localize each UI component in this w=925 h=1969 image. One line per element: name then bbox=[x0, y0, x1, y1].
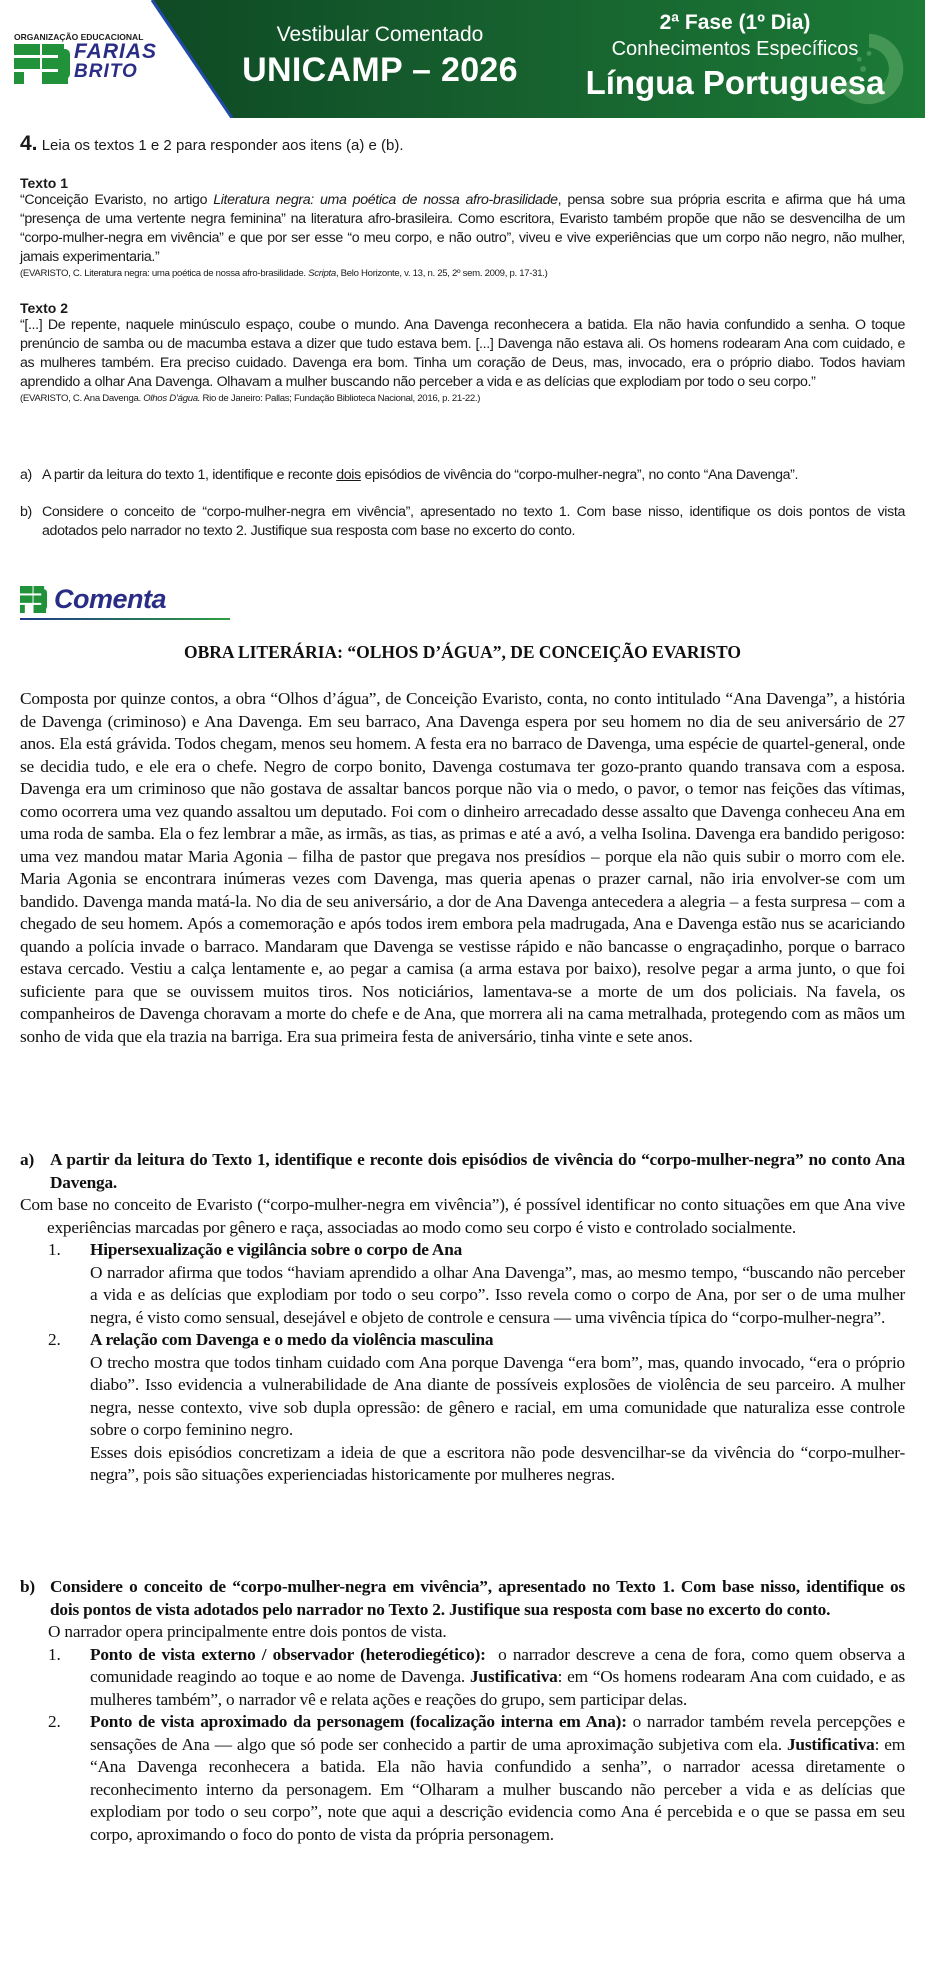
answer-b-point-1 bbox=[48, 1644, 910, 1712]
point-body bbox=[90, 1644, 910, 1712]
answer-a-label: a) bbox=[20, 1150, 34, 1169]
fb-logo-icon bbox=[14, 44, 72, 84]
answer-a-intro: Com base no conceito de Evaristo (“corpo-mulher-negra em vivência”), é possível identificar no conto situações em que Ana vive experiências marcadas por gênero e raça, associadas ao modo como seu corpo é visto e controlado socialmente. bbox=[20, 1195, 905, 1237]
header-phase: 2ª Fase (1º Dia) bbox=[659, 11, 811, 34]
logo-name-line1: FARIAS bbox=[74, 40, 158, 63]
texto-1-source-journal: Scripta bbox=[308, 268, 336, 279]
point-text: o narrador descreve a cena de fora, como quem observa a comunidade reagindo ao toque e ao nome de Davenga. bbox=[90, 1644, 910, 1686]
header-subtitle: Vestibular Comentado bbox=[276, 23, 484, 46]
answer-b-intro: O narrador opera principalmente entre dois pontos de vista. bbox=[48, 1622, 447, 1641]
point-number: 1. bbox=[48, 1644, 61, 1664]
question-item-b bbox=[20, 503, 905, 541]
texto-1 bbox=[20, 175, 905, 280]
question-instruction: Leia os textos 1 e 2 para responder aos itens (a) e (b). bbox=[41, 137, 404, 154]
answer-b-label: b) bbox=[20, 1577, 35, 1596]
texto-2-body: “[...] De repente, naquele minúsculo espaço, coube o mundo. Ana Davenga reconhecera a batida. Ela não havia confundido a senha. O toque prenúncio de samba ou de macumba estava a dizer que tudo estava bem. [...] Davenga não estava ali. Os homens rodearam Ana com cuidado, e as mulheres também. Era preciso cuidado. Davenga era bom. Tinha um coração de Deus, mas, invocado, era o próprio diabo. Todos haviam aprendido a olhar Ana Davenga. Olhavam a mulher buscando não perceber a vida e as delícias que explodiam por todo o seu corpo.” bbox=[20, 317, 905, 390]
episode-number: 2. bbox=[48, 1330, 61, 1349]
logo-org-label: ORGANIZAÇÃO EDUCACIONAL bbox=[14, 32, 144, 42]
answer-b-question-text: Considere o conceito de “corpo-mulher-negra em vivência”, apresentado no Texto 1. Com base nisso, identifique os dois pontos de vista adotados pelo narrador no Texto 2. Justifique sua resposta com base no excerto do conto. bbox=[50, 1577, 905, 1619]
item-text-emphasis: dois bbox=[336, 467, 361, 483]
texto-1-article-title: Literatura negra: uma poética de nossa afro-brasilidade bbox=[213, 192, 558, 208]
answer-a-question-text: A partir da leitura do Texto 1, identifique e reconte dois episódios de vivência do “corpo-mulher-negra” no conto Ana Davenga. bbox=[50, 1150, 905, 1192]
page-header bbox=[0, 0, 925, 118]
answer-b-question bbox=[20, 1576, 905, 1621]
texto-1-source-end: , Belo Horizonte, v. 13, n. 25, 2º sem. 2009, p. 17-31.) bbox=[335, 268, 548, 279]
episode-number: 1. bbox=[48, 1240, 61, 1259]
point-title: Ponto de vista externo / observador (heterodiegético): bbox=[90, 1644, 486, 1664]
point-title: Ponto de vista aproximado da personagem (focalização interna em Ana): bbox=[90, 1712, 627, 1731]
episode-body bbox=[90, 1239, 905, 1329]
logo-name-line2: BRITO bbox=[74, 61, 138, 82]
texto-1-source-start: (EVARISTO, C. Literatura negra: uma poética de nossa afro-brasilidade. bbox=[20, 268, 309, 279]
item-label: b) bbox=[20, 504, 32, 520]
point-justification: : em “Ana Davenga reconhecera a batida. Ela não havia confundido a senha”, o narrador acessa diretamente o reconhecimento interno da personagem. Em “Olharam a mulher buscando não perceber a vida e as delícias que explodiam por todo o seu corpo”, note que aqui a descrição evidencia como Ana é percebida e o que se passa em seu corpo, aproximando o foco do ponto de vista da própria personagem. bbox=[90, 1734, 905, 1844]
question-number: 4. bbox=[20, 132, 38, 155]
texto-1-body-end: , pensa sobre sua própria escrita e afirma que há uma “presença de uma vertente negra feminina” na literatura afro-brasileira. Como escritora, Evaristo também propõe que não se desvencilha de um “corpo-mulher-negra em vivência” e que por ser esse “o meu corpo, e não outro”, viveu e vive experiências que um corpo não negro, não mulher, jamais experimentaria.” bbox=[20, 192, 905, 265]
question-heading bbox=[20, 132, 905, 156]
texto-1-body-start: “Conceição Evaristo, no artigo bbox=[20, 192, 214, 208]
texto-2-source bbox=[20, 392, 905, 405]
texto-2-source-start: (EVARISTO, C. Ana Davenga. bbox=[20, 393, 144, 404]
comenta-logo bbox=[20, 583, 230, 623]
texto-1-body bbox=[20, 191, 905, 267]
point-text: o narrador também revela percepções e sensações de Ana — algo que só pode ser conhecido a partir de uma aproximação subjetiva com ela. bbox=[90, 1712, 905, 1754]
texto-1-title: Texto 1 bbox=[20, 175, 68, 191]
comenta-label: Comenta bbox=[54, 584, 167, 614]
farias-brito-logo bbox=[14, 32, 164, 88]
answer-a-conclusion: Esses dois episódios concretizam a ideia de que a escritora não pode desvencilhar-se da vivência do “corpo-mulher-negra”, pois são situações experienciadas historicamente por mulheres negras. bbox=[90, 1442, 905, 1484]
texto-2 bbox=[20, 300, 905, 405]
texto-1-source bbox=[20, 267, 905, 280]
justification-label: Justificativa bbox=[469, 1667, 558, 1686]
point-number: 2. bbox=[48, 1712, 61, 1731]
header-exam-title: UNICAMP – 2026 bbox=[242, 51, 518, 89]
justification-label: Justificativa bbox=[786, 1734, 875, 1754]
answer-a-episode-2 bbox=[48, 1329, 905, 1442]
comenta-underline bbox=[20, 618, 230, 620]
item-text-end: episódios de vivência do “corpo-mulher-negra”, no conto “Ana Davenga”. bbox=[360, 467, 799, 483]
comment-title: OBRA LITERÁRIA: “OLHOS D’ÁGUA”, DE CONCEIÇÃO EVARISTO bbox=[183, 642, 742, 662]
header-right-block bbox=[580, 10, 890, 104]
answer-a-question bbox=[20, 1149, 905, 1194]
texto-2-source-end: Rio de Janeiro: Pallas; Fundação Biblioteca Nacional, 2016, p. 21-22.) bbox=[200, 393, 481, 404]
texto-2-title: Texto 2 bbox=[20, 300, 68, 316]
answer-a-episode-1 bbox=[48, 1239, 905, 1329]
episode-text: O narrador afirma que todos “haviam aprendido a olhar Ana Davenga”, mas, ao mesmo tempo, “buscando não perceber a vida e as delícias que explodiam por todo o seu corpo”. Isso revela como o corpo de Ana, por ser o de uma mulher negra, é visto como sensual, desejável e objeto de controle e censura — uma vivência típica do “corpo-mulher-negra”. bbox=[90, 1262, 905, 1327]
episode-body bbox=[90, 1329, 905, 1442]
header-center-block bbox=[240, 22, 520, 92]
item-text bbox=[42, 466, 905, 485]
comment-summary: Composta por quinze contos, a obra “Olhos d’água”, de Conceição Evaristo, conta, no conto intitulado “Ana Davenga”, a história de Davenga (criminoso) e Ana Davenga. Em seu barraco, Ana Davenga espera por seu homem no dia de seu aniversário de 27 anos. Ela está grávida. Todos chegam, menos seu homem. A festa era no barraco de Davenga, uma espécie de quartel-general, onde se decidia tudo, e ele era o chefe. Negro de corpo bonito, Davenga costumava ter gozo-pranto quando transava com a esposa. Davenga era um criminoso que não gostava de assaltar bancos porque não via o medo, o pavor, o temor nas feições das vítimas, como ocorrera uma vez quando assaltou um deputado. Foi com o dinheiro arrecadado desse assalto que Davenga conheceu Ana em uma roda de samba. Ela o fez lembrar a mãe, as irmãs, as tias, as primas e até a avó, a velha Isolina. Davenga era bandido perigoso: uma vez mandou matar Maria Agonia – filha de pastor que pregava nos presídios – porque ela não quis subir o morro com ele. Maria Agonia se encontrara inúmeras vezes com Davenga, mas queria apenas o prazer carnal, não iria envolver-se com um bandido. Davenga manda matá-la. No dia de seu aniversário, a dor de Ana Davenga antecedera a alegria – a festa surpresa – com a chegado de seu homem. Após a comemoração e após todos irem embora pela madrugada, Ana e Davenga estão nus se acariciando quando a polícia invade o barraco. Mandaram que Davenga se vestisse rápido e não bancasse o engraçadinho, porque o barraco estava cercado. Vestiu a calça lentamente e, ao pegar a camisa (a arma estava por baixo), resolve pegar a arma junto, o que foi suficiente para que se ouvissem muitos tiros. Nos noticiários, lamentava-se a morte de um dos policiais. Na favela, os companheiros de Davenga choravam a morte do chefe e de Ana, que morrera ali na cama metralhada, protegendo com as mãos um sonho de vida que ela trazia na barriga. Era sua primeira festa de aniversário, tinha vinte e sete anos. bbox=[20, 689, 905, 1046]
question-items bbox=[20, 466, 905, 559]
header-area: Conhecimentos Específicos bbox=[611, 38, 859, 60]
point-justification: : em “Os homens rodearam Ana com cuidado, e as mulheres também”, o narrador vê e relata ações e reações do grupo, sem participar delas. bbox=[90, 1667, 905, 1709]
texto-2-source-book: Olhos D’água. bbox=[143, 393, 201, 404]
answer-b-point-2 bbox=[48, 1711, 905, 1846]
answer-a bbox=[20, 1149, 905, 1487]
fb-logo-icon bbox=[20, 586, 48, 613]
item-text: Considere o conceito de “corpo-mulher-negra em vivência”, apresentado no texto 1. Com base nisso, identifique os dois pontos de vista adotados pelo narrador no texto 2. Justifique sua resposta com base no excerto do conto. bbox=[42, 504, 905, 539]
episode-title: A relação com Davenga e o medo da violência masculina bbox=[90, 1330, 494, 1349]
item-label: a) bbox=[20, 467, 32, 483]
answer-b bbox=[20, 1576, 910, 1846]
header-subject: Língua Portuguesa bbox=[585, 64, 885, 101]
item-text-start: A partir da leitura do texto 1, identifique e reconte bbox=[42, 467, 337, 483]
episode-title: Hipersexualização e vigilância sobre o corpo de Ana bbox=[90, 1240, 463, 1259]
episode-text: O trecho mostra que todos tinham cuidado com Ana porque Davenga “era bom”, mas, quando invocado, “era o próprio diabo”. Isso evidencia a vulnerabilidade de Ana diante de possíveis explosões de violência de seu parceiro. A mulher negra, nesse contexto, vive sob dupla opressão: de gênero e racial, em uma comunidade que naturaliza esse controle sobre o corpo feminino negro. bbox=[90, 1352, 905, 1439]
point-body bbox=[90, 1711, 905, 1846]
question-item-a bbox=[20, 466, 905, 485]
